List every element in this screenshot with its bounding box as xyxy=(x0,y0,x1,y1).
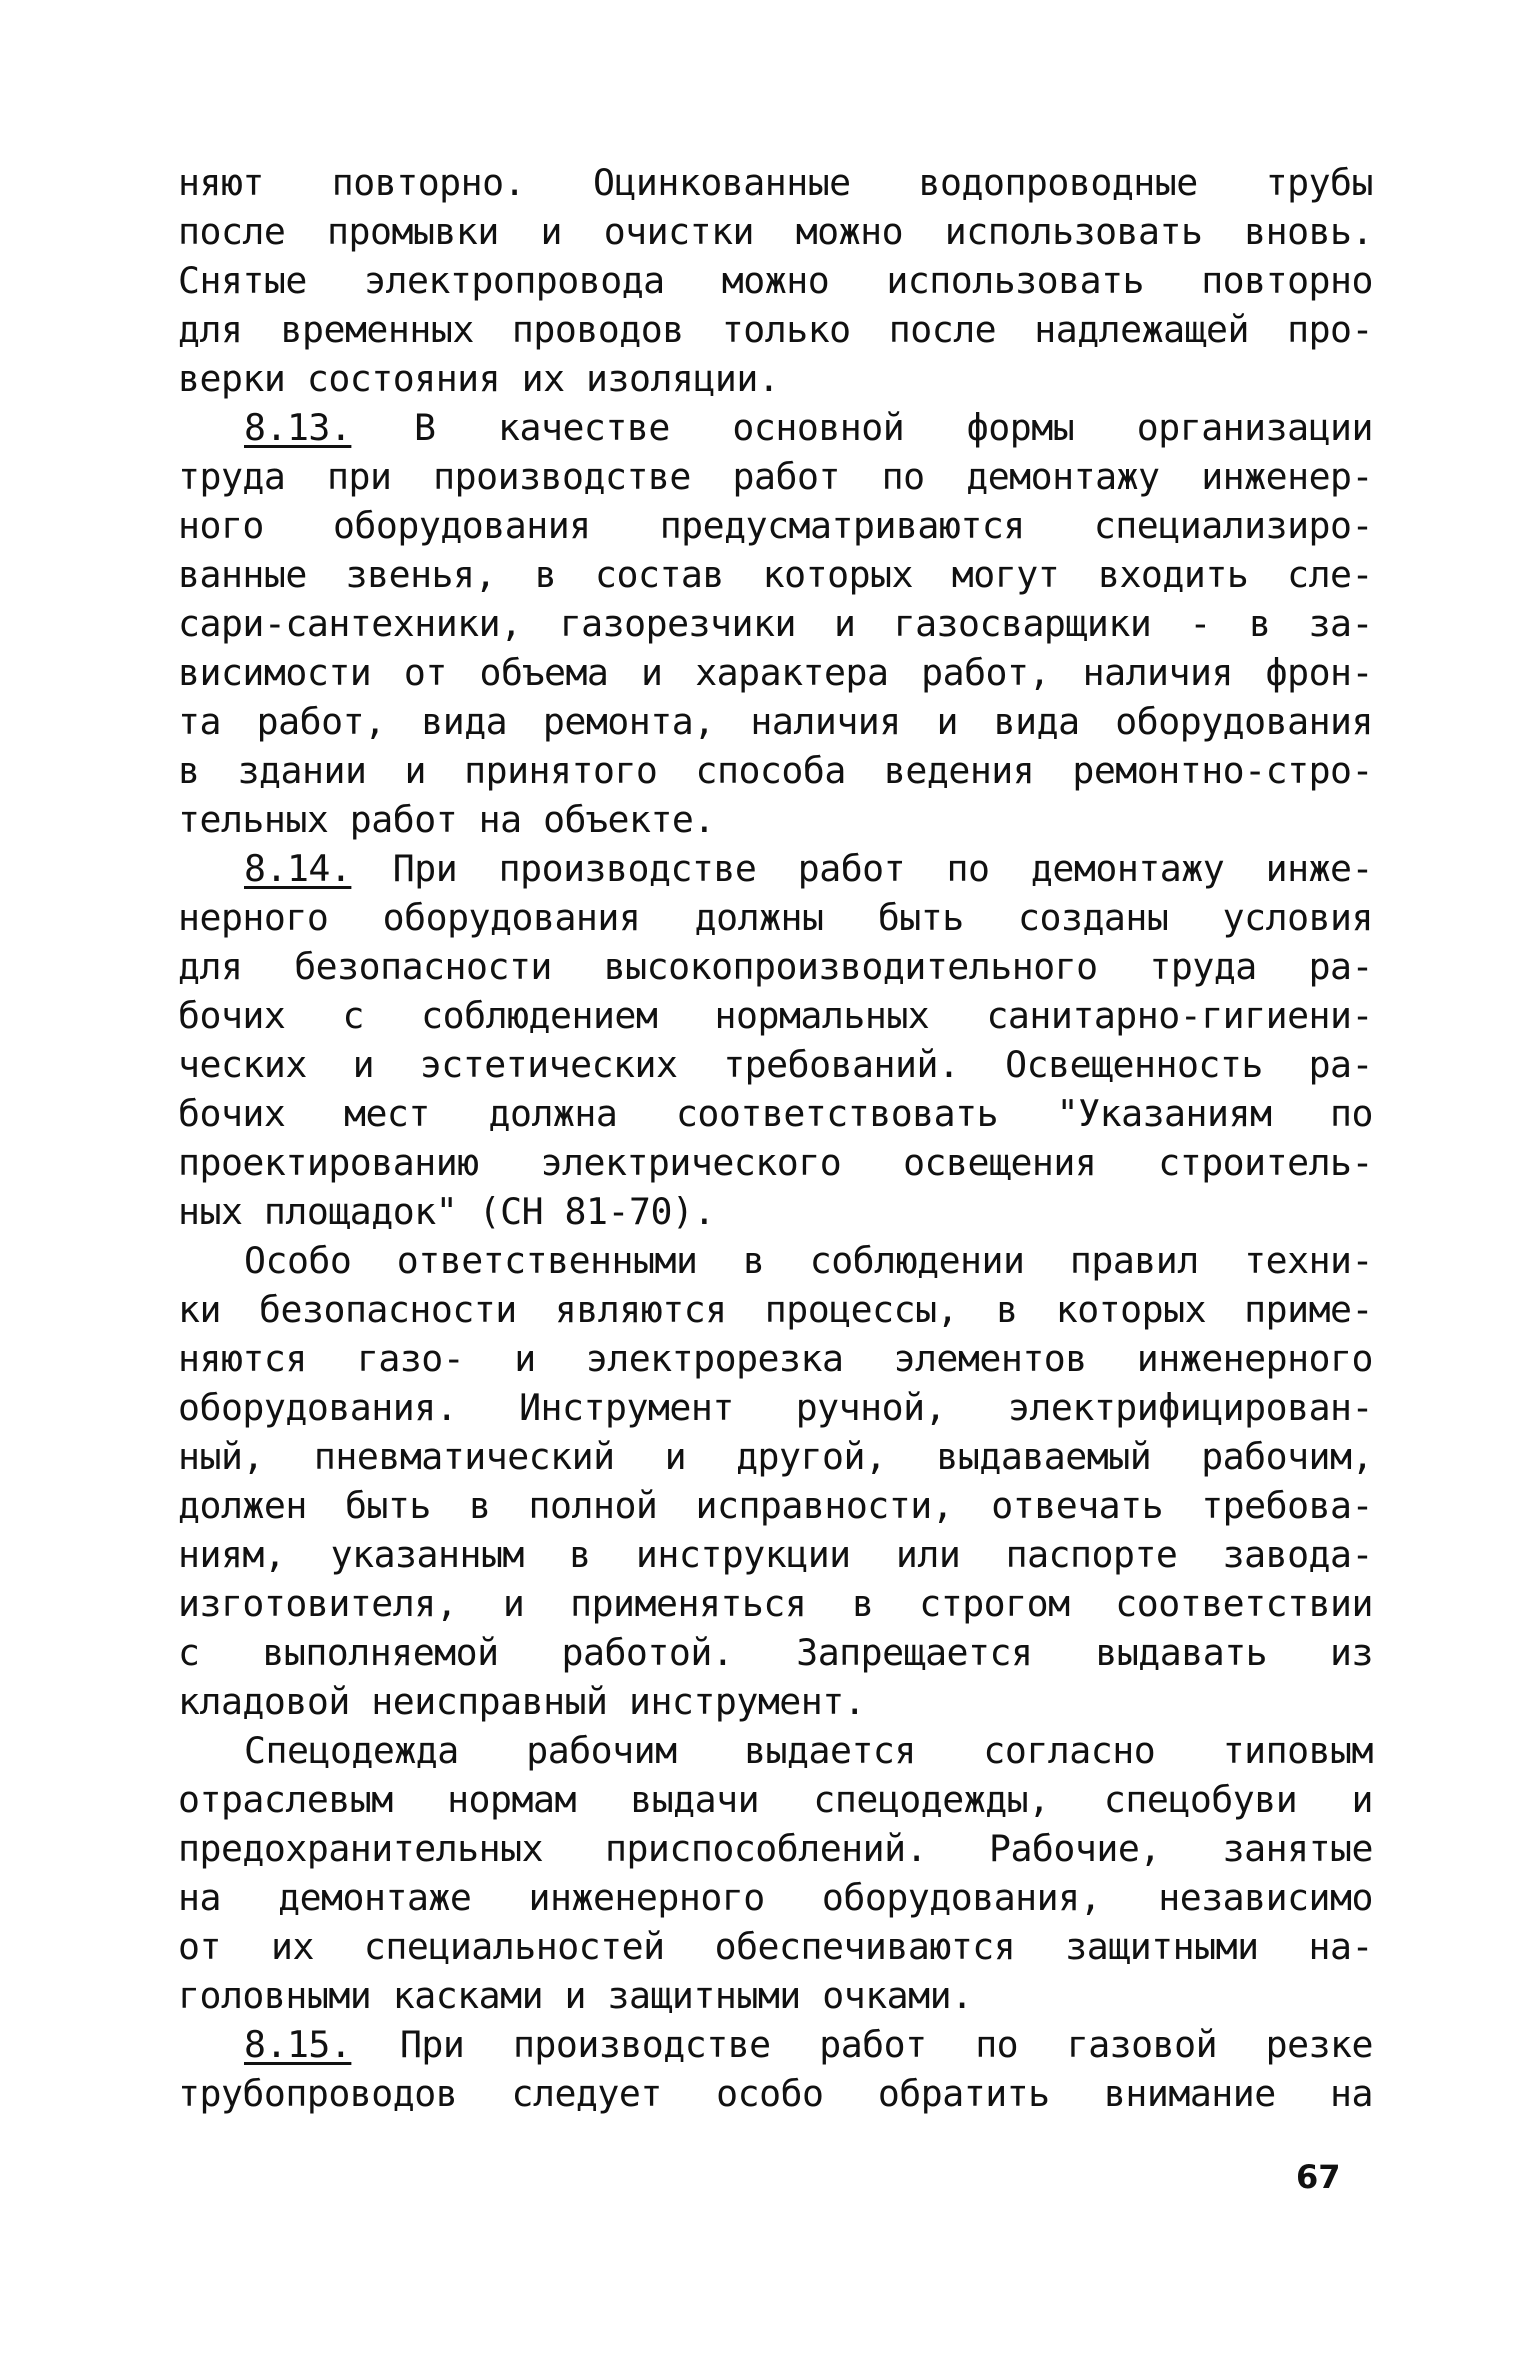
text-line: нерного оборудования должны быть созданы условия xyxy=(178,896,1373,939)
page-number: 67 xyxy=(1296,2158,1341,2196)
text-line: висимости от объема и характера работ, наличия фрон- xyxy=(178,651,1373,694)
text-line: сари-сантехники, газорезчики и газосварщики - в за- xyxy=(178,602,1373,645)
text-line-rest: В качестве основной формы организации xyxy=(351,406,1373,449)
text-line: в здании и принятого способа ведения ремонтно-стро- xyxy=(178,749,1373,792)
text-line: головными касками и защитными очками. xyxy=(178,1974,973,2017)
text-line: тельных работ на объекте. xyxy=(178,798,715,841)
text-line: на демонтаже инженерного оборудования, независимо xyxy=(178,1876,1373,1919)
text-line: ного оборудования предусматриваются специализиро- xyxy=(178,504,1373,547)
section-8-13 xyxy=(178,403,1373,844)
text-line: после промывки и очистки можно использовать вновь. xyxy=(178,210,1373,253)
section-8-15 xyxy=(178,2020,1373,2118)
text-line: от их специальностей обеспечиваются защитными на- xyxy=(178,1925,1373,1968)
paragraph-safety xyxy=(178,1236,1373,1726)
section-number: 8.15. xyxy=(244,2023,352,2066)
text-line: отраслевым нормам выдачи спецодежды, спецобуви и xyxy=(178,1778,1373,1821)
text-line: ный, пневматический и другой, выдаваемый рабочим, xyxy=(178,1435,1373,1478)
text-line: трубопроводов следует особо обратить внимание на xyxy=(178,2072,1373,2115)
body-text xyxy=(178,158,1373,2118)
text-line: для безопасности высокопроизводительного труда ра- xyxy=(178,945,1373,988)
text-line-first xyxy=(178,2020,1373,2069)
text-line: изготовителя, и применяться в строгом соответствии xyxy=(178,1582,1373,1625)
section-8-14 xyxy=(178,844,1373,1236)
text-line-rest: При производстве работ по демонтажу инже- xyxy=(351,847,1373,890)
text-line: ниям, указанным в инструкции или паспорте завода- xyxy=(178,1533,1373,1576)
text-line: предохранительных приспособлений. Рабочие, занятые xyxy=(178,1827,1373,1870)
text-line: верки состояния их изоляции. xyxy=(178,357,780,400)
text-line: ческих и эстетических требований. Освещенность ра- xyxy=(178,1043,1373,1086)
text-line: ных площадок" (СН 81-70). xyxy=(178,1190,715,1233)
text-line: ки безопасности являются процессы, в которых приме- xyxy=(178,1288,1373,1331)
text-line: оборудования. Инструмент ручной, электрифицирован- xyxy=(178,1386,1373,1429)
text-line-first: Особо ответственными в соблюдении правил техни- xyxy=(244,1239,1373,1282)
text-line: для временных проводов только после надлежащей про- xyxy=(178,308,1373,351)
text-line: Снятые электропровода можно использовать повторно xyxy=(178,259,1373,302)
paragraph-workwear xyxy=(178,1726,1373,2020)
text-line: проектированию электрического освещения строитель- xyxy=(178,1141,1373,1184)
text-line-first xyxy=(178,844,1373,893)
text-line-first xyxy=(178,403,1373,452)
text-line: бочих с соблюдением нормальных санитарно-гигиени- xyxy=(178,994,1373,1037)
text-line: труда при производстве работ по демонтажу инженер- xyxy=(178,455,1373,498)
text-line: няют повторно. Оцинкованные водопроводные трубы xyxy=(178,161,1373,204)
section-number: 8.14. xyxy=(244,847,352,890)
text-line: бочих мест должна соответствовать "Указаниям по xyxy=(178,1092,1373,1135)
text-line: кладовой неисправный инструмент. xyxy=(178,1680,866,1723)
text-line-rest: При производстве работ по газовой резке xyxy=(351,2023,1373,2066)
text-line-first: Спецодежда рабочим выдается согласно типовым xyxy=(244,1729,1373,1772)
text-line: ванные звенья, в состав которых могут входить сле- xyxy=(178,553,1373,596)
text-line: с выполняемой работой. Запрещается выдавать из xyxy=(178,1631,1373,1674)
text-line: та работ, вида ремонта, наличия и вида оборудования xyxy=(178,700,1373,743)
paragraph-continuation xyxy=(178,158,1373,403)
section-number: 8.13. xyxy=(244,406,352,449)
text-line: няются газо- и электрорезка элементов инженерного xyxy=(178,1337,1373,1380)
text-line: должен быть в полной исправности, отвечать требова- xyxy=(178,1484,1373,1527)
